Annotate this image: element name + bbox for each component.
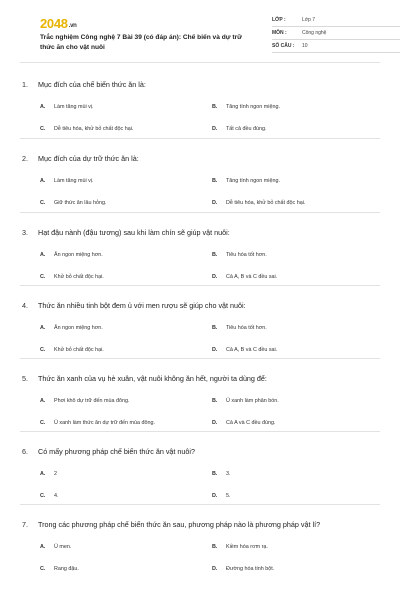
option-text: Ủ xanh làm thức ăn dự trữ đến mùa đông. <box>54 420 156 426</box>
option-letter: D. <box>212 420 218 426</box>
option-letter: A. <box>40 252 46 258</box>
option-text: Làm tăng mùi vị. <box>54 178 94 184</box>
option-letter: D. <box>212 200 218 206</box>
option-text: Cả A và C đều đúng. <box>226 420 276 426</box>
option-text: Dễ tiêu hóa, khử bỏ chất độc hại. <box>226 200 306 206</box>
option-a[interactable] <box>40 251 212 259</box>
option-letter: B. <box>212 398 218 404</box>
option-letter: A. <box>40 471 46 477</box>
option-letter: B. <box>212 544 218 550</box>
meta-row-class <box>272 14 400 27</box>
question-4 <box>20 285 380 358</box>
answer-options <box>40 470 380 500</box>
option-letter: C. <box>40 420 46 426</box>
option-letter: C. <box>40 493 46 499</box>
option-letter: C. <box>40 274 46 280</box>
question-number: 7. <box>22 520 28 529</box>
option-letter: D. <box>212 274 218 280</box>
question-body: Thức ăn xanh của vụ hè xuân, vật nuôi không ăn hết, người ta dùng để: <box>38 374 267 383</box>
option-text: Tăng tính ngon miệng. <box>226 104 280 110</box>
option-letter: B. <box>212 178 218 184</box>
option-letter: C. <box>40 200 46 206</box>
document-meta <box>272 14 400 53</box>
document-title: Trắc nghiệm Công nghệ 7 Bài 39 (có đáp án): Chế biến và dự trữ thức ăn cho vật nuôi <box>40 34 242 51</box>
option-letter: B. <box>212 471 218 477</box>
option-letter: A. <box>40 178 46 184</box>
question-body: Mục đích của chế biến thức ăn là: <box>38 80 146 89</box>
option-text: 4. <box>54 493 59 499</box>
option-d[interactable] <box>212 565 384 573</box>
option-b[interactable] <box>212 470 384 478</box>
option-letter: D. <box>212 566 218 572</box>
option-letter: B. <box>212 104 218 110</box>
question-body: Mục đích của dự trữ thức ăn là: <box>38 154 139 163</box>
option-text: 2 <box>54 471 57 477</box>
question-2 <box>20 138 380 212</box>
option-text: Cả A, B và C đều sai. <box>226 347 278 353</box>
answer-options <box>40 397 380 427</box>
question-7 <box>20 504 380 590</box>
option-a[interactable] <box>40 324 212 332</box>
question-3 <box>20 212 380 285</box>
option-letter: C. <box>40 347 46 353</box>
meta-key: SỐ CÂU : <box>272 43 295 49</box>
meta-key: LỚP : <box>272 17 286 23</box>
option-d[interactable] <box>212 346 384 354</box>
option-d[interactable] <box>212 199 384 207</box>
question-text <box>20 228 380 238</box>
option-a[interactable] <box>40 470 212 478</box>
option-letter: D. <box>212 493 218 499</box>
option-c[interactable] <box>40 419 212 427</box>
question-1 <box>20 62 380 138</box>
answer-options <box>40 177 380 207</box>
question-6 <box>20 431 380 504</box>
answer-options <box>40 251 380 281</box>
option-letter: B. <box>212 252 218 258</box>
meta-key: MÔN : <box>272 30 287 36</box>
question-number: 6. <box>22 447 28 456</box>
answer-options <box>40 324 380 354</box>
option-b[interactable] <box>212 251 384 259</box>
option-c[interactable] <box>40 565 212 573</box>
option-b[interactable] <box>212 397 384 405</box>
option-a[interactable] <box>40 103 212 111</box>
option-text: Tiêu hóa tốt hơn. <box>226 252 267 258</box>
answer-options <box>40 543 380 573</box>
question-text <box>20 520 380 530</box>
question-body: Trong các phương pháp chế biến thức ăn sau, phương pháp nào là phương pháp vật lí? <box>38 520 321 529</box>
option-text: Ăn ngon miệng hơn. <box>54 252 103 258</box>
option-c[interactable] <box>40 492 212 500</box>
question-5 <box>20 358 380 431</box>
question-number: 1. <box>22 80 28 89</box>
option-b[interactable] <box>212 177 384 185</box>
option-text: Dễ tiêu hóa, khử bỏ chất độc hại. <box>54 126 134 132</box>
option-letter: D. <box>212 126 218 132</box>
option-d[interactable] <box>212 419 384 427</box>
option-text: Tăng tính ngon miệng. <box>226 178 280 184</box>
site-logo[interactable] <box>40 16 77 31</box>
question-number: 4. <box>22 301 28 310</box>
question-text <box>20 80 380 90</box>
option-letter: A. <box>40 325 46 331</box>
option-text: Khử bỏ chất độc hại. <box>54 347 104 353</box>
option-text: Khử bỏ chất độc hại. <box>54 274 104 280</box>
option-letter: A. <box>40 104 46 110</box>
option-a[interactable] <box>40 177 212 185</box>
option-text: Kiềm hóa rơm rạ. <box>226 544 268 550</box>
question-number: 5. <box>22 374 28 383</box>
option-c[interactable] <box>40 125 212 133</box>
logo-number: 2048 <box>40 16 68 31</box>
option-d[interactable] <box>212 125 384 133</box>
option-b[interactable] <box>212 324 384 332</box>
option-a[interactable] <box>40 397 212 405</box>
option-text: Cả A, B và C đều sai. <box>226 274 278 280</box>
option-b[interactable] <box>212 543 384 551</box>
option-text: Tất cả đều đúng. <box>226 126 267 132</box>
answer-options <box>40 103 380 133</box>
question-body: Thức ăn nhiều tinh bột đem ủ với men rượu sẽ giúp cho vật nuôi: <box>38 301 246 310</box>
question-body: Hạt đậu nành (đậu tương) sau khi làm chín sẽ giúp vật nuôi: <box>38 228 230 237</box>
option-a[interactable] <box>40 543 212 551</box>
question-text <box>20 301 380 311</box>
option-letter: A. <box>40 544 46 550</box>
page-header <box>20 0 380 62</box>
meta-row-question-count <box>272 40 400 53</box>
option-d[interactable] <box>212 273 384 281</box>
option-text: Đường hóa tinh bột. <box>226 566 275 572</box>
option-letter: C. <box>40 126 46 132</box>
option-text: Làm tăng mùi vị. <box>54 104 94 110</box>
question-body: Có mấy phương pháp chế biến thức ăn vật nuôi? <box>38 447 195 456</box>
option-letter: A. <box>40 398 46 404</box>
option-c[interactable] <box>40 273 212 281</box>
option-letter: D. <box>212 347 218 353</box>
option-c[interactable] <box>40 346 212 354</box>
option-letter: B. <box>212 325 218 331</box>
question-text <box>20 154 380 164</box>
option-letter: C. <box>40 566 46 572</box>
option-text: Giữ thức ăn lâu hỏng. <box>54 200 107 206</box>
option-text: Ăn ngon miệng hơn. <box>54 325 103 331</box>
meta-value: 10 <box>302 43 308 49</box>
option-text: Phơi khô dự trữ đến mùa đông. <box>54 398 130 404</box>
option-text: 5. <box>226 493 231 499</box>
option-text: 3. <box>226 471 231 477</box>
option-d[interactable] <box>212 492 384 500</box>
option-text: Rang đậu. <box>54 566 79 572</box>
question-text <box>20 447 380 457</box>
logo-domain: .vn <box>68 23 77 29</box>
meta-value: Lớp 7 <box>302 17 316 23</box>
option-text: Ủ xanh làm phân bón. <box>226 398 279 404</box>
option-c[interactable] <box>40 199 212 207</box>
option-b[interactable] <box>212 103 384 111</box>
question-text <box>20 374 380 384</box>
question-number: 2. <box>22 154 28 163</box>
option-text: Tiêu hóa tốt hơn. <box>226 325 267 331</box>
meta-value: Công nghệ <box>302 30 327 36</box>
question-number: 3. <box>22 228 28 237</box>
meta-row-subject <box>272 27 400 40</box>
option-text: Ủ men. <box>54 544 72 550</box>
